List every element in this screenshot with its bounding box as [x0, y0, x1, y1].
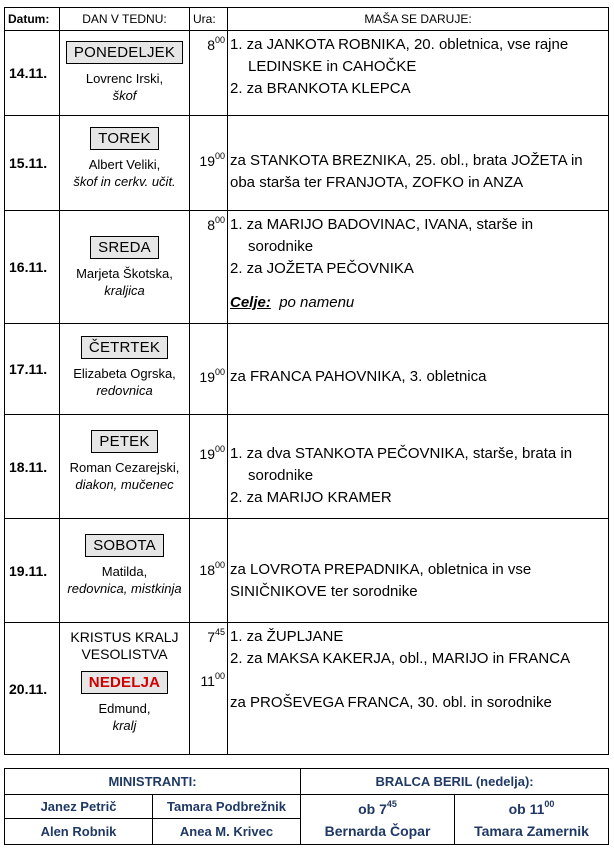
row-date: 18.11.: [5, 415, 60, 519]
mass-time: $8^{00}$: [207, 215, 225, 233]
intention-line: za STANKOTA BREZNIKA, 25. obl., brata JOŽETA in: [230, 152, 583, 169]
schedule-header-row: [5, 8, 609, 31]
celje-text: po namenu: [279, 294, 355, 311]
time-cell: [190, 31, 228, 116]
day-cell: [60, 116, 190, 211]
time-cell: [190, 116, 228, 211]
time-cell: [190, 415, 228, 519]
day-name-box: PONEDELJEK: [66, 41, 183, 64]
saint-title: kraljica: [104, 283, 145, 298]
day-cell: [60, 211, 190, 324]
intention-cell: [228, 211, 609, 324]
day-cell: [60, 324, 190, 415]
saint-title: redovnica, mistkinja: [67, 581, 182, 596]
mass-time: $19^{00}$: [199, 444, 225, 462]
bralec-time: ob $7^{45}$: [358, 798, 397, 817]
schedule-row-cetrtek: [5, 324, 609, 415]
time-cell: [190, 324, 228, 415]
mass-time: $19^{00}$: [199, 367, 225, 385]
schedule-row-torek: [5, 116, 609, 211]
ministrant-name: Anea M. Krivec: [153, 819, 301, 845]
intention-line: sorodnike: [248, 467, 314, 484]
intention-cell: [228, 31, 609, 116]
mass-time-second: $11^{00}$: [200, 671, 225, 689]
intention-line: sorodnike: [248, 238, 314, 255]
day-name-box: SOBOTA: [85, 534, 164, 557]
ministranti-bralci-table: [4, 768, 609, 845]
row-date: 19.11.: [5, 519, 60, 623]
row-date: 17.11.: [5, 324, 60, 415]
intention-line: SINIČNIKOVE ter sorodnike: [230, 583, 418, 600]
mass-schedule-table: [4, 7, 609, 755]
saint-title: škof in cerkv. učit.: [73, 174, 176, 189]
row-date: 20.11.: [5, 623, 60, 755]
bralec-slot-1: [301, 795, 455, 845]
intention-cell: [228, 324, 609, 415]
schedule-row-sobota: [5, 519, 609, 623]
header-day: DAN V TEDNU:: [60, 8, 190, 31]
day-cell: [60, 519, 190, 623]
mass-time-first: $7^{45}$: [207, 627, 225, 645]
day-name-box: SREDA: [90, 236, 159, 259]
row-date: 14.11.: [5, 31, 60, 116]
saint-name: Lovrenc Irski,: [85, 71, 164, 86]
mass-time: $18^{00}$: [199, 560, 225, 578]
time-cell: [190, 211, 228, 324]
intention-line: 2. za MAKSA KAKERJA, obl., MARIJO in FRANCA: [230, 650, 571, 667]
saint-name: Elizabeta Ogrska,: [73, 366, 176, 381]
time-cell: [190, 519, 228, 623]
time-cell: [190, 623, 228, 755]
intention-cell: [228, 415, 609, 519]
header-time: Ura:: [190, 8, 228, 31]
intention-line: za FRANCA PAHOVNIKA, 3. obletnica: [230, 368, 487, 385]
intention-line: oba starša ter FRANJOTA, ZOFKO in ANZA: [230, 174, 524, 191]
intention-line: za PROŠEVEGA FRANCA, 30. obl. in sorodnike: [230, 694, 552, 711]
intention-line: 2. za BRANKOTA KLEPCA: [230, 80, 411, 97]
bralec-slot-2: [455, 795, 609, 845]
ministrant-name: Janez Petrič: [5, 795, 153, 819]
intention-line: 1. za dva STANKOTA PEČOVNIKA, starše, brata in: [230, 445, 573, 462]
saint-title: kralj: [112, 718, 137, 733]
day-cell: [60, 415, 190, 519]
celje-note: [230, 292, 608, 314]
intention-line: 1. za MARIJO BADOVINAC, IVANA, starše in: [230, 216, 534, 233]
saint-title: diakon, mučenec: [75, 477, 174, 492]
feast-title-line1: KRISTUS KRALJ: [70, 629, 179, 645]
mass-time: $19^{00}$: [199, 151, 225, 169]
intention-line: za LOVROTA PREPADNIKA, obletnica in vse: [230, 561, 532, 578]
schedule-row-ponedeljek: [5, 31, 609, 116]
schedule-row-petek: [5, 415, 609, 519]
row-date: 16.11.: [5, 211, 60, 324]
bralec-time: ob $11^{00}$: [508, 798, 555, 817]
day-name-box: TOREK: [90, 127, 158, 150]
intention-line: 1. za JANKOTA ROBNIKA, 20. obletnica, vse rajne: [230, 36, 569, 53]
bralec-name: Tamara Zamernik: [474, 822, 589, 839]
schedule-row-sreda: [5, 211, 609, 324]
header-mass: MAŠA SE DARUJE:: [228, 8, 609, 31]
intention-cell: [228, 116, 609, 211]
bralec-name: Bernarda Čopar: [324, 822, 431, 839]
mass-time: $8^{00}$: [207, 35, 225, 53]
saint-name: Roman Cezarejski,: [69, 460, 180, 475]
row-date: 15.11.: [5, 116, 60, 211]
intention-cell: [228, 623, 609, 755]
saint-name: Marjeta Škotska,: [76, 266, 173, 281]
saint-name: Albert Veliki,: [88, 157, 161, 172]
saint-name: Edmund,: [98, 701, 151, 716]
saint-title: škof: [112, 88, 137, 103]
header-date: Datum:: [5, 8, 60, 31]
ministrant-name: Alen Robnik: [5, 819, 153, 845]
day-cell: [60, 623, 190, 755]
intention-line: 2. za MARIJO KRAMER: [230, 489, 392, 506]
ministrant-name: Tamara Podbrežnik: [153, 795, 301, 819]
feast-title-line2: VESOLISTVA: [81, 646, 168, 662]
day-name-box: PETEK: [91, 430, 157, 453]
day-name-box: ČETRTEK: [81, 336, 168, 359]
celje-label: Celje:: [230, 294, 271, 311]
day-name-box: NEDELJA: [81, 671, 168, 694]
saint-title: redovnica: [96, 383, 153, 398]
schedule-row-nedelja: [5, 623, 609, 755]
day-cell: [60, 31, 190, 116]
intention-cell: [228, 519, 609, 623]
intention-line: LEDINSKE in CAHOČKE: [248, 58, 417, 75]
intention-line: 1. za ŽUPLJANE: [230, 628, 344, 645]
ministranti-title: MINISTRANTI:: [5, 769, 301, 795]
saint-name: Matilda,: [101, 564, 148, 579]
bralci-title: BRALCA BERIL (nedelja):: [301, 769, 609, 795]
intention-line: 2. za JOŽETA PEČOVNIKA: [230, 260, 414, 277]
